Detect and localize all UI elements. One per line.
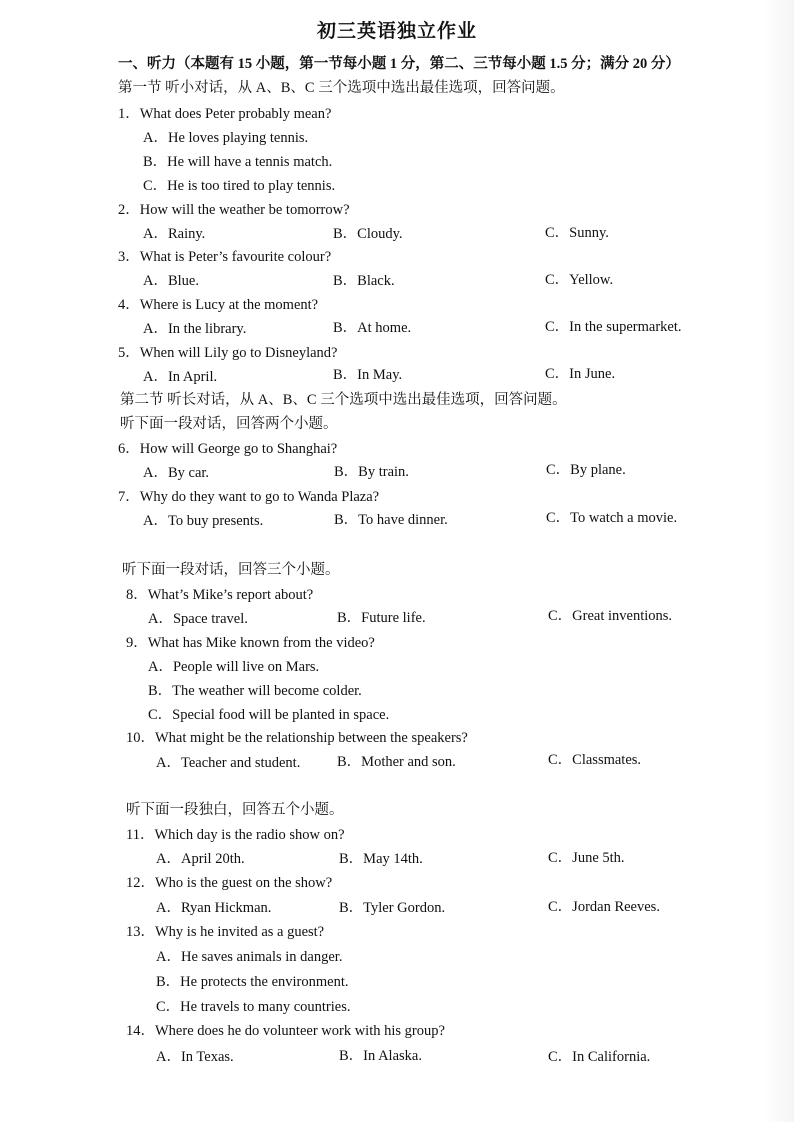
- question-text: What has Mike known from the video?: [147, 635, 375, 651]
- option-4a: A．In the library.: [143, 321, 247, 337]
- question-text: Why is he invited as a guest?: [155, 924, 325, 940]
- question-10: [126, 729, 468, 747]
- part1-header: 一、听力（本题有 15 小题，第一节每小题 1 分，第二、三节每小题 1.5 分；满分 20 分）: [118, 56, 680, 72]
- option-8b: B．Future life.: [337, 610, 426, 626]
- question-number: 2．: [118, 202, 140, 218]
- dialogue-intro-two: 听下面一段对话，回答两个小题。: [120, 416, 338, 432]
- question-text: Where is Lucy at the moment?: [139, 297, 319, 313]
- option-1b: B．He will have a tennis match.: [143, 154, 333, 170]
- question-number: 12．: [126, 875, 155, 891]
- option-7c: C．To watch a movie.: [546, 510, 678, 526]
- question-number: 1．: [118, 106, 140, 122]
- question-number: 4．: [118, 297, 140, 313]
- option-2a: A．Rainy.: [143, 226, 206, 242]
- question-12: [126, 874, 332, 892]
- option-13a: A．He saves animals in danger.: [156, 949, 343, 965]
- option-9c: C．Special food will be planted in space.: [148, 707, 390, 723]
- section2-header: 第二节 听长对话，从 A、B、C 三个选项中选出最佳选项，回答问题。: [120, 392, 567, 408]
- option-6b: B．By train.: [334, 464, 409, 480]
- option-12b: B．Tyler Gordon.: [339, 900, 446, 916]
- question-3: [118, 248, 331, 266]
- option-14a: A．In Texas.: [156, 1049, 234, 1065]
- question-number: 10．: [126, 730, 155, 746]
- option-6c: C．By plane.: [546, 462, 626, 478]
- question-text: What’s Mike’s report about?: [147, 587, 314, 603]
- question-text: How will the weather be tomorrow?: [139, 202, 350, 218]
- option-8a: A．Space travel.: [148, 611, 248, 627]
- option-5b: B．In May.: [333, 367, 403, 383]
- option-3a: A．Blue.: [143, 273, 199, 289]
- question-number: 5．: [118, 345, 140, 361]
- question-text: Where does he do volunteer work with his group?: [155, 1023, 445, 1039]
- option-11a: A．April 20th.: [156, 851, 245, 867]
- option-2b: B．Cloudy.: [333, 226, 403, 242]
- option-10b: B．Mother and son.: [337, 754, 456, 770]
- question-2: [118, 201, 350, 219]
- option-11c: C．June 5th.: [548, 850, 625, 866]
- question-14: [126, 1022, 445, 1040]
- option-3c: C．Yellow.: [545, 272, 614, 288]
- option-10c: C．Classmates.: [548, 752, 642, 768]
- option-7b: B．To have dinner.: [334, 512, 448, 528]
- question-1: [118, 105, 331, 123]
- option-1c: C．He is too tired to play tennis.: [143, 178, 336, 194]
- option-9a: A．People will live on Mars.: [148, 659, 320, 675]
- option-3b: B．Black.: [333, 273, 395, 289]
- option-11b: B．May 14th.: [339, 851, 423, 867]
- option-4c: C．In the supermarket.: [545, 319, 682, 335]
- monologue-intro: 听下面一段独白，回答五个小题。: [126, 802, 344, 818]
- section1-header: 第一节 听小对话，从 A、B、C 三个选项中选出最佳选项，回答问题。: [118, 80, 565, 96]
- option-13b: B．He protects the environment.: [156, 974, 349, 990]
- option-12a: A．Ryan Hickman.: [156, 900, 272, 916]
- question-number: 9．: [126, 635, 148, 651]
- question-number: 13．: [126, 924, 155, 940]
- question-text: When will Lily go to Disneyland?: [139, 345, 338, 361]
- option-5c: C．In June.: [545, 366, 616, 382]
- option-2c: C．Sunny.: [545, 225, 609, 241]
- question-number: 14．: [126, 1023, 155, 1039]
- option-9b: B．The weather will become colder.: [148, 683, 362, 699]
- option-14b: B．In Alaska.: [339, 1048, 422, 1064]
- question-text: Who is the guest on the show?: [155, 875, 333, 891]
- question-6: [118, 440, 337, 458]
- question-text: Why do they want to go to Wanda Plaza?: [139, 489, 380, 505]
- question-text: What is Peter’s favourite colour?: [139, 249, 332, 265]
- option-7a: A．To buy presents.: [143, 513, 264, 529]
- question-11: [126, 826, 345, 844]
- option-8c: C．Great inventions.: [548, 608, 673, 624]
- question-5: [118, 344, 337, 362]
- question-9: [126, 634, 375, 652]
- option-1a: A．He loves playing tennis.: [143, 130, 309, 146]
- option-13c: C．He travels to many countries.: [156, 999, 351, 1015]
- question-8: [126, 586, 313, 604]
- question-text: Which day is the radio show on?: [154, 827, 345, 843]
- question-number: 6．: [118, 441, 140, 457]
- option-10a: A．Teacher and student.: [156, 755, 301, 771]
- question-number: 11．: [126, 827, 155, 843]
- option-14c: C．In California.: [548, 1049, 651, 1065]
- question-text: What does Peter probably mean?: [139, 106, 332, 122]
- scan-edge-shadow: [764, 0, 794, 1122]
- question-7: [118, 488, 379, 506]
- dialogue-intro-three: 听下面一段对话，回答三个小题。: [122, 562, 340, 578]
- question-text: How will George go to Shanghai?: [139, 441, 338, 457]
- question-13: [126, 923, 324, 941]
- question-4: [118, 296, 318, 314]
- option-4b: B．At home.: [333, 320, 412, 336]
- page-title: 初三英语独立作业: [316, 21, 477, 42]
- option-12c: C．Jordan Reeves.: [548, 899, 660, 915]
- question-number: 8．: [126, 587, 148, 603]
- question-text: What might be the relationship between the speakers?: [155, 730, 468, 746]
- option-6a: A．By car.: [143, 465, 210, 481]
- question-number: 3．: [118, 249, 140, 265]
- option-5a: A．In April.: [143, 369, 218, 385]
- question-number: 7．: [118, 489, 140, 505]
